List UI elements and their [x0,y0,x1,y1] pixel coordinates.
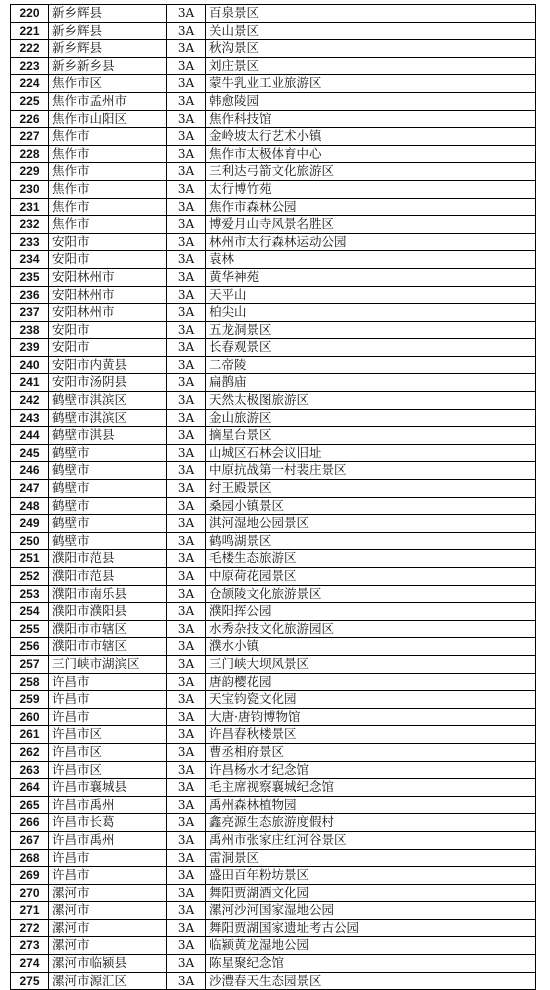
row-number: 236 [11,286,49,304]
grade-cell: 3A [167,304,206,322]
row-number: 262 [11,743,49,761]
row-number: 241 [11,374,49,392]
row-number: 260 [11,708,49,726]
row-number: 245 [11,444,49,462]
grade-cell: 3A [167,532,206,550]
location-cell: 新乡辉县 [49,5,167,23]
table-row [11,286,536,304]
scenic-name-cell: 曹丞相府景区 [206,743,536,761]
row-number: 250 [11,532,49,550]
row-number: 228 [11,145,49,163]
grade-cell: 3A [167,867,206,885]
location-cell: 许昌市长葛 [49,814,167,832]
table-row [11,515,536,533]
table-row [11,57,536,75]
row-number: 274 [11,955,49,973]
scenic-name-cell: 关山景区 [206,22,536,40]
row-number: 227 [11,128,49,146]
grade-cell: 3A [167,427,206,445]
scenic-name-cell: 三利达弓箭文化旅游区 [206,163,536,181]
row-number: 263 [11,761,49,779]
location-cell: 濮阳市市辖区 [49,620,167,638]
scenic-name-cell: 金山旅游区 [206,409,536,427]
grade-cell: 3A [167,831,206,849]
location-cell: 许昌市 [49,849,167,867]
location-cell: 许昌市禹州 [49,831,167,849]
scenic-name-cell: 二帝陵 [206,356,536,374]
location-cell: 濮阳市范县 [49,550,167,568]
grade-cell: 3A [167,216,206,234]
location-cell: 安阳市内黄县 [49,356,167,374]
scenic-name-cell: 鹤鸣湖景区 [206,532,536,550]
scenic-name-cell: 焦作科技馆 [206,110,536,128]
table-row [11,40,536,58]
location-cell: 鹤壁市 [49,480,167,498]
location-cell: 鹤壁市 [49,444,167,462]
row-number: 261 [11,726,49,744]
scenic-name-cell: 毛楼生态旅游区 [206,550,536,568]
location-cell: 安阳市 [49,321,167,339]
scenic-name-cell: 焦作市太极体育中心 [206,145,536,163]
grade-cell: 3A [167,796,206,814]
grade-cell: 3A [167,691,206,709]
grade-cell: 3A [167,251,206,269]
scenic-name-cell: 濮阳挥公园 [206,603,536,621]
row-number: 222 [11,40,49,58]
grade-cell: 3A [167,568,206,586]
table-row [11,902,536,920]
table-row [11,392,536,410]
row-number: 248 [11,497,49,515]
location-cell: 焦作市 [49,216,167,234]
scenic-area-table [10,4,536,990]
table-row [11,145,536,163]
scenic-name-cell: 中原抗战第一村裴庄景区 [206,462,536,480]
table-row [11,128,536,146]
row-number: 220 [11,5,49,23]
scenic-name-cell: 太行博竹苑 [206,180,536,198]
table-row [11,251,536,269]
table-row [11,550,536,568]
location-cell: 焦作市孟州市 [49,92,167,110]
grade-cell: 3A [167,5,206,23]
grade-cell: 3A [167,75,206,93]
row-number: 233 [11,233,49,251]
scenic-name-cell: 桑园小镇景区 [206,497,536,515]
grade-cell: 3A [167,339,206,357]
scenic-name-cell: 水秀杂技文化旅游园区 [206,620,536,638]
location-cell: 鹤壁市 [49,497,167,515]
scenic-name-cell: 仓颉陵文化旅游景区 [206,585,536,603]
scenic-name-cell: 唐韵樱花园 [206,673,536,691]
table-row [11,374,536,392]
table-row [11,532,536,550]
table-row [11,638,536,656]
location-cell: 安阳林州市 [49,286,167,304]
row-number: 256 [11,638,49,656]
location-cell: 许昌市区 [49,761,167,779]
location-cell: 漯河市 [49,937,167,955]
table-row [11,233,536,251]
location-cell: 漯河市临颍县 [49,955,167,973]
table-row [11,884,536,902]
scenic-name-cell: 毛主席视察襄城纪念馆 [206,779,536,797]
grade-cell: 3A [167,779,206,797]
scenic-name-cell: 大唐·唐钧博物馆 [206,708,536,726]
row-number: 270 [11,884,49,902]
location-cell: 鹤壁市 [49,462,167,480]
row-number: 269 [11,867,49,885]
grade-cell: 3A [167,849,206,867]
row-number: 246 [11,462,49,480]
location-cell: 鹤壁市淇滨区 [49,409,167,427]
grade-cell: 3A [167,761,206,779]
row-number: 257 [11,655,49,673]
row-number: 243 [11,409,49,427]
location-cell: 焦作市 [49,198,167,216]
scenic-name-cell: 五龙洞景区 [206,321,536,339]
grade-cell: 3A [167,321,206,339]
table-row [11,796,536,814]
table-row [11,356,536,374]
grade-cell: 3A [167,884,206,902]
scenic-name-cell: 天平山 [206,286,536,304]
row-number: 225 [11,92,49,110]
scenic-name-cell: 许昌春秋楼景区 [206,726,536,744]
row-number: 230 [11,180,49,198]
scenic-name-cell: 禹州市张家庄红河谷景区 [206,831,536,849]
scenic-name-cell: 长春观景区 [206,339,536,357]
location-cell: 许昌市 [49,708,167,726]
location-cell: 鹤壁市 [49,532,167,550]
location-cell: 安阳市 [49,233,167,251]
row-number: 229 [11,163,49,181]
grade-cell: 3A [167,444,206,462]
grade-cell: 3A [167,955,206,973]
grade-cell: 3A [167,92,206,110]
table-row [11,779,536,797]
grade-cell: 3A [167,550,206,568]
scenic-name-cell: 陈星聚纪念馆 [206,955,536,973]
grade-cell: 3A [167,409,206,427]
grade-cell: 3A [167,57,206,75]
grade-cell: 3A [167,268,206,286]
scenic-name-cell: 林州市太行森林运动公园 [206,233,536,251]
location-cell: 新乡辉县 [49,40,167,58]
row-number: 265 [11,796,49,814]
scenic-name-cell: 扁鹊庙 [206,374,536,392]
table-row [11,110,536,128]
scenic-name-cell: 中原荷花园景区 [206,568,536,586]
scenic-name-cell: 濮水小镇 [206,638,536,656]
table-row [11,92,536,110]
location-cell: 许昌市 [49,867,167,885]
row-number: 239 [11,339,49,357]
grade-cell: 3A [167,937,206,955]
grade-cell: 3A [167,638,206,656]
scenic-name-cell: 禹州森林植物园 [206,796,536,814]
location-cell: 焦作市 [49,163,167,181]
table-row [11,198,536,216]
grade-cell: 3A [167,180,206,198]
table-row [11,568,536,586]
location-cell: 新乡新乡县 [49,57,167,75]
scenic-name-cell: 蒙牛乳业工业旅游区 [206,75,536,93]
row-number: 235 [11,268,49,286]
location-cell: 濮阳市濮阳县 [49,603,167,621]
location-cell: 焦作市 [49,145,167,163]
location-cell: 安阳市 [49,339,167,357]
grade-cell: 3A [167,128,206,146]
scenic-name-cell: 沙澧春天生态园景区 [206,972,536,990]
location-cell: 濮阳市南乐县 [49,585,167,603]
scenic-name-cell: 淇河湿地公园景区 [206,515,536,533]
row-number: 232 [11,216,49,234]
grade-cell: 3A [167,356,206,374]
location-cell: 漯河市 [49,919,167,937]
row-number: 268 [11,849,49,867]
scenic-name-cell: 焦作市森林公园 [206,198,536,216]
location-cell: 濮阳市市辖区 [49,638,167,656]
location-cell: 许昌市禹州 [49,796,167,814]
scenic-name-cell: 舞阳贾湖酒文化园 [206,884,536,902]
grade-cell: 3A [167,620,206,638]
table-row [11,655,536,673]
row-number: 224 [11,75,49,93]
scenic-name-cell: 舞阳贾湖国家遗址考古公园 [206,919,536,937]
location-cell: 漯河市 [49,902,167,920]
row-number: 273 [11,937,49,955]
row-number: 226 [11,110,49,128]
location-cell: 新乡辉县 [49,22,167,40]
row-number: 267 [11,831,49,849]
table-row [11,849,536,867]
table-row [11,22,536,40]
row-number: 251 [11,550,49,568]
grade-cell: 3A [167,233,206,251]
table-row [11,919,536,937]
row-number: 242 [11,392,49,410]
scenic-name-cell: 雷洞景区 [206,849,536,867]
table-row [11,427,536,445]
location-cell: 鹤壁市 [49,515,167,533]
table-row [11,321,536,339]
row-number: 271 [11,902,49,920]
row-number: 252 [11,568,49,586]
grade-cell: 3A [167,40,206,58]
location-cell: 焦作市 [49,128,167,146]
scenic-name-cell: 天宝钧瓷文化园 [206,691,536,709]
row-number: 231 [11,198,49,216]
table-row [11,5,536,23]
table-row [11,462,536,480]
table-row [11,726,536,744]
table-row [11,304,536,322]
scenic-name-cell: 韩愈陵园 [206,92,536,110]
grade-cell: 3A [167,497,206,515]
grade-cell: 3A [167,515,206,533]
grade-cell: 3A [167,286,206,304]
table-row [11,444,536,462]
table-row [11,708,536,726]
scenic-name-cell: 博爱月山寺风景名胜区 [206,216,536,234]
grade-cell: 3A [167,743,206,761]
scenic-name-cell: 金岭坡太行艺术小镇 [206,128,536,146]
scenic-name-cell: 摘星台景区 [206,427,536,445]
row-number: 234 [11,251,49,269]
grade-cell: 3A [167,919,206,937]
location-cell: 漯河市 [49,884,167,902]
location-cell: 焦作市山阳区 [49,110,167,128]
grade-cell: 3A [167,392,206,410]
table-body [11,5,536,990]
grade-cell: 3A [167,673,206,691]
location-cell: 许昌市区 [49,726,167,744]
scenic-name-cell: 许昌杨水才纪念馆 [206,761,536,779]
row-number: 249 [11,515,49,533]
location-cell: 焦作市区 [49,75,167,93]
row-number: 254 [11,603,49,621]
table-row [11,75,536,93]
row-number: 244 [11,427,49,445]
scenic-name-cell: 柏尖山 [206,304,536,322]
table-row [11,691,536,709]
table-row [11,409,536,427]
grade-cell: 3A [167,462,206,480]
table-row [11,268,536,286]
table-row [11,216,536,234]
location-cell: 许昌市 [49,673,167,691]
table-row [11,180,536,198]
location-cell: 许昌市 [49,691,167,709]
grade-cell: 3A [167,726,206,744]
scenic-name-cell: 山城区石林会议旧址 [206,444,536,462]
scenic-name-cell: 百泉景区 [206,5,536,23]
location-cell: 许昌市襄城县 [49,779,167,797]
table-row [11,339,536,357]
row-number: 253 [11,585,49,603]
row-number: 266 [11,814,49,832]
grade-cell: 3A [167,972,206,990]
grade-cell: 3A [167,708,206,726]
table-row [11,497,536,515]
location-cell: 鹤壁市淇县 [49,427,167,445]
grade-cell: 3A [167,163,206,181]
grade-cell: 3A [167,110,206,128]
grade-cell: 3A [167,198,206,216]
table-row [11,955,536,973]
row-number: 223 [11,57,49,75]
row-number: 272 [11,919,49,937]
scenic-name-cell: 袁林 [206,251,536,269]
table-row [11,761,536,779]
location-cell: 濮阳市范县 [49,568,167,586]
scenic-name-cell: 天然太极图旅游区 [206,392,536,410]
table-row [11,163,536,181]
scenic-area-table-container [10,4,536,990]
table-row [11,603,536,621]
scenic-name-cell: 盛田百年粉坊景区 [206,867,536,885]
scenic-name-cell: 刘庄景区 [206,57,536,75]
row-number: 264 [11,779,49,797]
scenic-name-cell: 漯河沙河国家湿地公园 [206,902,536,920]
row-number: 221 [11,22,49,40]
grade-cell: 3A [167,480,206,498]
row-number: 237 [11,304,49,322]
location-cell: 三门峡市湖滨区 [49,655,167,673]
row-number: 240 [11,356,49,374]
table-row [11,814,536,832]
scenic-name-cell: 黄华神苑 [206,268,536,286]
table-row [11,673,536,691]
grade-cell: 3A [167,22,206,40]
row-number: 275 [11,972,49,990]
table-row [11,937,536,955]
grade-cell: 3A [167,145,206,163]
table-row [11,831,536,849]
row-number: 259 [11,691,49,709]
location-cell: 漯河市源汇区 [49,972,167,990]
scenic-name-cell: 鑫亮源生态旅游度假村 [206,814,536,832]
row-number: 258 [11,673,49,691]
table-row [11,867,536,885]
scenic-name-cell: 秋沟景区 [206,40,536,58]
location-cell: 鹤壁市淇滨区 [49,392,167,410]
table-row [11,743,536,761]
table-row [11,585,536,603]
location-cell: 焦作市 [49,180,167,198]
grade-cell: 3A [167,814,206,832]
scenic-name-cell: 临颍黄龙湿地公园 [206,937,536,955]
grade-cell: 3A [167,655,206,673]
scenic-name-cell: 纣王殿景区 [206,480,536,498]
grade-cell: 3A [167,374,206,392]
row-number: 255 [11,620,49,638]
location-cell: 许昌市区 [49,743,167,761]
table-row [11,480,536,498]
table-row [11,972,536,990]
location-cell: 安阳市汤阴县 [49,374,167,392]
location-cell: 安阳林州市 [49,268,167,286]
table-row [11,620,536,638]
location-cell: 安阳林州市 [49,304,167,322]
location-cell: 安阳市 [49,251,167,269]
grade-cell: 3A [167,585,206,603]
row-number: 238 [11,321,49,339]
scenic-name-cell: 三门峡大坝风景区 [206,655,536,673]
grade-cell: 3A [167,902,206,920]
grade-cell: 3A [167,603,206,621]
row-number: 247 [11,480,49,498]
